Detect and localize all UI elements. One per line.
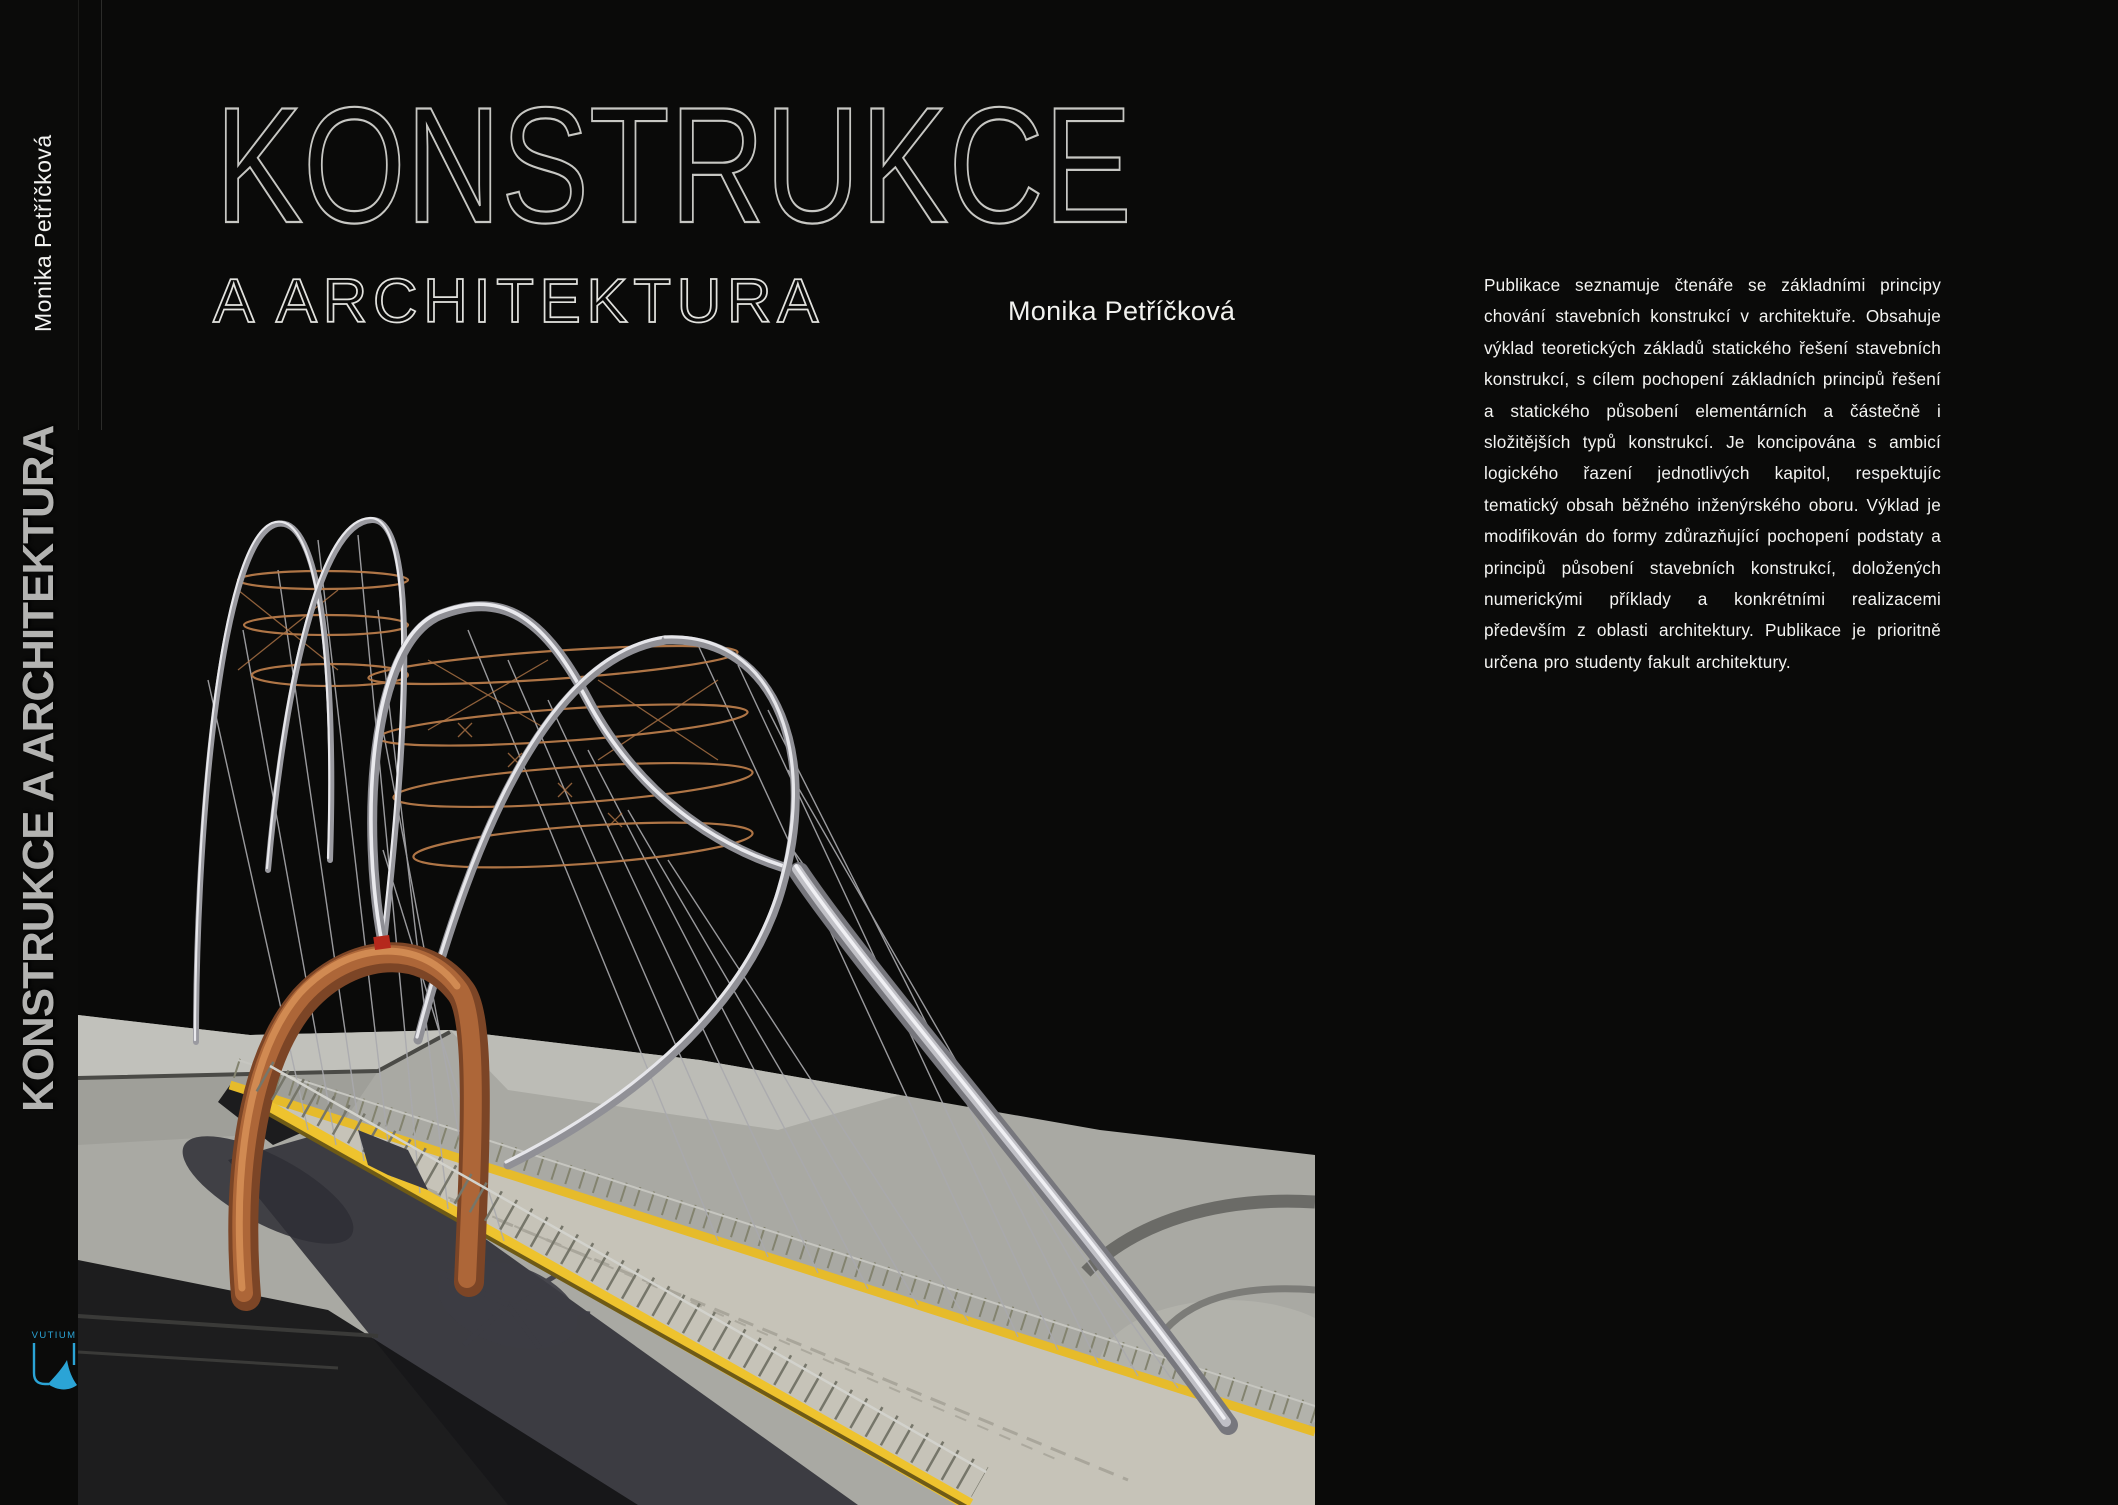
publisher-logo-text: VUTIUM — [31, 1330, 77, 1341]
spine — [0, 0, 78, 1505]
vutium-logo-icon — [30, 1326, 78, 1398]
book-title: KONSTRUKCE — [215, 73, 1132, 257]
cover-art-bridge-render — [78, 430, 1315, 1505]
arch-apex-red-joint — [373, 935, 391, 950]
publisher-logo — [30, 1326, 78, 1398]
spine-title: KONSTRUKCE A ARCHITEKTURA — [14, 425, 63, 1112]
back-cover-blurb: Publikace seznamuje čtenáře se základními principy chování stavebních konstrukcí v architektuře. Obsahuje výklad teoretických základů statického řešení stavebních konstrukcí, s cílem pochopení základních principů řešení a statického působení elementárních a částečně i složitějších typů konstrukcí. Je koncipována s ambicí logického řazení jednotlivých kapitol, respektujíc tematický obsah běžného inženýrského oboru. Výklad je modifikován do formy zdůrazňující pochopení podstaty a principů působení stavebních konstrukcí, doložených numerickými příklady a konkrétními realizacemi především z oblasti architektury. Publikace je prioritně určena pro studenty fakult architektury. — [1484, 275, 1941, 672]
book-subtitle: A ARCHITEKTURA — [213, 267, 824, 336]
spine-author: Monika Petříčková — [30, 134, 56, 332]
book-author: Monika Petříčková — [1008, 296, 1236, 326]
